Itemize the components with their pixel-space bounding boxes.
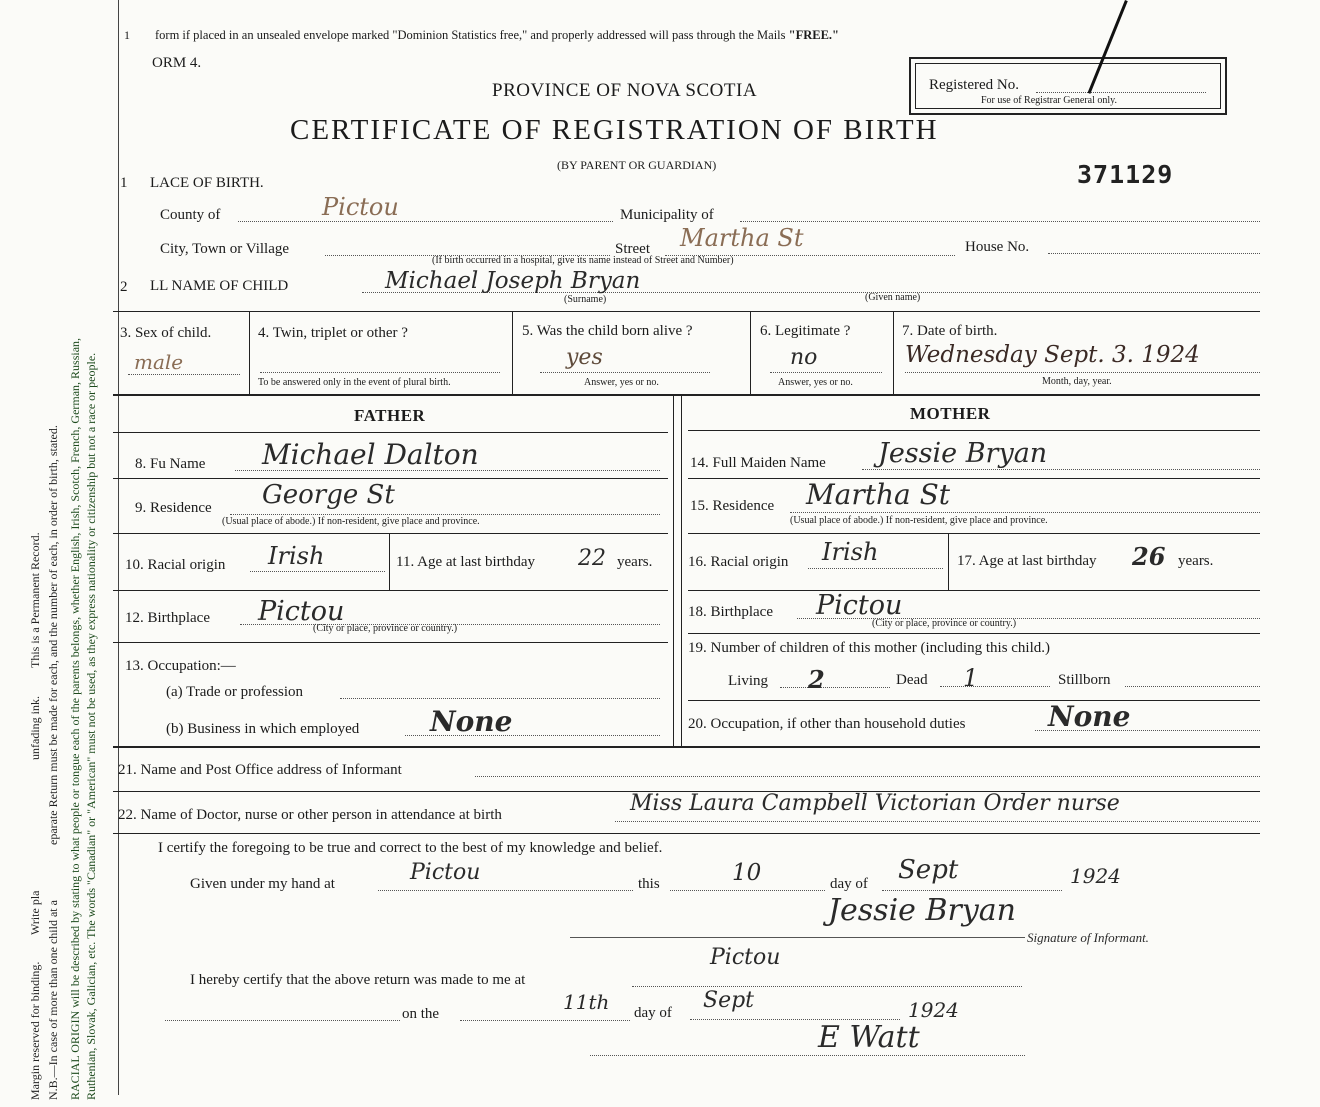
father-row-rule-4 bbox=[113, 642, 668, 643]
stillborn-label: Stillborn bbox=[1058, 672, 1111, 688]
attendant-label: 22. Name of Doctor, nurse or other person in attendance at birth bbox=[118, 807, 502, 823]
mother-residence-label: 15. Residence bbox=[690, 498, 775, 514]
mother-heading: MOTHER bbox=[910, 404, 991, 423]
child-name-value: Michael Joseph Bryan bbox=[385, 268, 641, 294]
mother-birthplace-note: (City or place, province or country.) bbox=[872, 618, 1017, 629]
father-racial-value: Irish bbox=[268, 542, 325, 570]
certify-statement: I certify the foregoing to be true and correct to the best of my knowledge and belief. bbox=[158, 840, 663, 856]
serial-number: 371129 bbox=[1077, 160, 1174, 189]
given-place-value: Pictou bbox=[410, 860, 481, 885]
legitimate-line bbox=[770, 372, 882, 373]
mother-racial-label: 16. Racial origin bbox=[688, 554, 789, 570]
living-label: Living bbox=[728, 673, 768, 689]
registrar-year-value: 1924 bbox=[908, 998, 959, 1022]
row3-divider-4 bbox=[893, 311, 894, 395]
mother-name-value: Jessie Bryan bbox=[878, 438, 1048, 469]
certificate-title: CERTIFICATE OF REGISTRATION OF BIRTH bbox=[290, 114, 939, 146]
registrar-statement: I hereby certify that the above return was made to me at bbox=[190, 972, 526, 988]
mother-occupation-label: 20. Occupation, if other than household duties bbox=[688, 716, 966, 732]
mother-age-value: 26 bbox=[1132, 542, 1166, 571]
this-label: this bbox=[638, 876, 660, 892]
registered-number-line bbox=[1036, 92, 1206, 93]
racial-origin-note-1: RACIAL ORIGIN will be described by stating to what people or tongue each of the parents belongs, whether English, Irish, Scotch, French, German, Russian, bbox=[68, 337, 82, 1100]
alive-note: Answer, yes or no. bbox=[584, 377, 659, 388]
twin-note: To be answered only in the event of plural birth. bbox=[258, 377, 451, 388]
mother-children-label: 19. Number of children of this mother (including this child.) bbox=[688, 640, 1051, 656]
write-note: Write pla bbox=[28, 890, 42, 935]
registrar-day-line bbox=[460, 1020, 630, 1021]
mail-note-text: form if placed in an unsealed envelope marked "Dominion Statistics free," and properly addressed will pass through the Mails bbox=[155, 28, 786, 42]
hospital-note: (If birth occurred in a hospital, give its name instead of Street and Number) bbox=[432, 255, 734, 266]
legitimate-value: no bbox=[790, 345, 818, 370]
dob-value: Wednesday Sept. 3. 1924 bbox=[905, 342, 1200, 368]
mother-name-line bbox=[862, 469, 1260, 470]
attendant-value: Miss Laura Campbell Victorian Order nurse bbox=[630, 791, 1120, 816]
father-business-label: (b) Business in which employed bbox=[166, 721, 360, 737]
ink-note: unfading ink. bbox=[28, 696, 42, 760]
mother-residence-note: (Usual place of abode.) If non-resident, give place and province. bbox=[790, 515, 1048, 526]
registrar-leading-line bbox=[165, 1020, 400, 1021]
father-row-rule-3 bbox=[113, 590, 668, 591]
living-line bbox=[780, 687, 890, 688]
sex-label: 3. Sex of child. bbox=[120, 325, 212, 341]
registrar-month-value: Sept bbox=[703, 988, 755, 1013]
municipality-line bbox=[740, 221, 1260, 222]
father-age-divider bbox=[389, 534, 390, 590]
twin-label: 4. Twin, triplet or other ? bbox=[258, 325, 408, 341]
row22-rule bbox=[113, 833, 1260, 834]
dob-label: 7. Date of birth. bbox=[902, 323, 998, 339]
street-label: Street bbox=[615, 241, 650, 257]
section-2-number: 2 bbox=[120, 279, 128, 295]
mother-age-divider bbox=[948, 534, 949, 590]
twin-line bbox=[260, 372, 500, 373]
mother-name-label: 14. Full Maiden Name bbox=[690, 455, 826, 471]
certificate-subtitle: (BY PARENT OR GUARDIAN) bbox=[557, 158, 717, 172]
father-row-rule-1 bbox=[113, 478, 668, 479]
father-age-value: 22 bbox=[578, 546, 606, 571]
mother-birthplace-value: Pictou bbox=[816, 590, 903, 621]
mother-residence-value: Martha St bbox=[806, 478, 951, 511]
county-label: County of bbox=[160, 207, 221, 223]
row3-top-rule bbox=[113, 311, 1260, 312]
father-heading-rule bbox=[113, 432, 668, 433]
row3-divider-3 bbox=[750, 311, 751, 395]
row3-bottom-rule bbox=[113, 394, 1260, 396]
father-years-label: years. bbox=[617, 554, 653, 570]
dob-note: Month, day, year. bbox=[1042, 376, 1112, 387]
mother-racial-value: Irish bbox=[822, 538, 879, 566]
father-racial-label: 10. Racial origin bbox=[125, 557, 226, 573]
sex-line bbox=[128, 374, 240, 375]
living-value: 2 bbox=[808, 665, 825, 694]
mother-row-rule-3 bbox=[688, 590, 1260, 591]
signature-label: Signature of Informant. bbox=[1027, 930, 1149, 945]
father-birthplace-label: 12. Birthplace bbox=[125, 610, 210, 626]
registrar-day-value: 11th bbox=[563, 990, 610, 1014]
father-name-value: Michael Dalton bbox=[262, 438, 479, 471]
attendant-line bbox=[615, 821, 1260, 822]
parents-bottom-rule bbox=[113, 746, 1260, 748]
informant-line bbox=[475, 776, 1260, 777]
father-residence-note: (Usual place of abode.) If non-resident, give place and province. bbox=[222, 516, 480, 527]
row3-divider-2 bbox=[512, 311, 513, 395]
county-line bbox=[238, 221, 613, 222]
signature-line bbox=[570, 937, 1025, 938]
mother-row-rule-5 bbox=[688, 700, 1260, 701]
alive-line bbox=[540, 372, 710, 373]
mother-residence-line bbox=[790, 512, 1260, 513]
father-business-value: None bbox=[430, 705, 513, 738]
top-number: 1 bbox=[124, 28, 130, 42]
dead-label: Dead bbox=[896, 672, 928, 688]
house-number-line bbox=[1048, 253, 1260, 254]
county-value: Pictou bbox=[322, 193, 399, 221]
mother-row-rule-2 bbox=[688, 533, 1260, 534]
registrar-place-value: Pictou bbox=[710, 945, 781, 970]
city-label: City, Town or Village bbox=[160, 241, 290, 257]
alive-value: yes bbox=[566, 345, 603, 370]
form-number: ORM 4. bbox=[152, 55, 202, 71]
child-name-label: LL NAME OF CHILD bbox=[150, 278, 289, 294]
day-of-label: day of bbox=[830, 876, 868, 892]
father-trade-label: (a) Trade or profession bbox=[166, 684, 304, 700]
father-heading: FATHER bbox=[354, 406, 426, 425]
sex-value: male bbox=[134, 350, 184, 374]
house-number-label: House No. bbox=[965, 239, 1030, 255]
mother-racial-line bbox=[808, 568, 943, 569]
given-place-line bbox=[378, 890, 633, 891]
mother-row-rule-1 bbox=[688, 478, 1260, 479]
day-line bbox=[670, 890, 825, 891]
day-value: 10 bbox=[732, 860, 762, 886]
registered-number-label: Registered No. bbox=[929, 77, 1019, 93]
given-name-note: (Given name) bbox=[865, 292, 921, 303]
given-label: Given under my hand at bbox=[190, 876, 335, 892]
nb-note-cont: eparate Return must be made for each, and the number of each, in order of birth, stated. bbox=[46, 425, 60, 845]
father-residence-value: George St bbox=[262, 480, 395, 510]
father-birthplace-note: (City or place, province or country.) bbox=[313, 623, 458, 634]
informant-label: 21. Name and Post Office address of Informant bbox=[118, 762, 402, 778]
father-residence-line bbox=[230, 514, 660, 515]
mother-years-label: years. bbox=[1178, 553, 1214, 569]
mother-row-rule-4 bbox=[688, 633, 1260, 634]
margin-note: Margin reserved for binding. bbox=[28, 961, 42, 1100]
parents-divider-2 bbox=[681, 395, 682, 747]
registrar-signature: E Watt bbox=[818, 1020, 920, 1055]
mother-age-label: 17. Age at last birthday bbox=[957, 553, 1097, 569]
surname-note: (Surname) bbox=[564, 294, 607, 305]
registrar-place-line bbox=[632, 986, 1022, 987]
father-name-label: 8. Fu Name bbox=[135, 456, 206, 472]
father-row-rule-2 bbox=[113, 533, 668, 534]
father-age-label: 11. Age at last birthday bbox=[396, 554, 535, 570]
nb-note: N.B.—In case of more than one child at a bbox=[46, 900, 60, 1100]
dob-line bbox=[905, 372, 1260, 373]
free-label: "FREE." bbox=[788, 28, 839, 42]
month-line bbox=[882, 890, 1062, 891]
informant-signature: Jessie Bryan bbox=[828, 893, 1016, 928]
row3-divider-1 bbox=[249, 311, 250, 395]
record-note: This is a Permanent Record. bbox=[28, 532, 42, 668]
father-racial-line bbox=[250, 571, 385, 572]
father-trade-line bbox=[340, 698, 660, 699]
registrar-signature-line bbox=[590, 1055, 1025, 1056]
margin-rule bbox=[118, 0, 119, 1095]
legitimate-label: 6. Legitimate ? bbox=[760, 323, 851, 339]
binding-margin bbox=[0, 0, 140, 1107]
year-value: 1924 bbox=[1070, 864, 1121, 888]
father-birthplace-value: Pictou bbox=[258, 596, 345, 627]
province-heading: PROVINCE OF NOVA SCOTIA bbox=[492, 80, 758, 101]
registrar-note: For use of Registrar General only. bbox=[981, 95, 1117, 106]
registered-number-box bbox=[909, 57, 1227, 115]
father-occupation-label: 13. Occupation:— bbox=[125, 658, 236, 674]
alive-label: 5. Was the child born alive ? bbox=[522, 323, 693, 339]
registrar-day-of-label: day of bbox=[634, 1005, 672, 1021]
legitimate-note: Answer, yes or no. bbox=[778, 377, 853, 388]
month-value: Sept bbox=[898, 855, 959, 885]
father-residence-label: 9. Residence bbox=[135, 500, 212, 516]
mother-birthplace-label: 18. Birthplace bbox=[688, 604, 773, 620]
place-of-birth-label: LACE OF BIRTH. bbox=[150, 175, 264, 191]
dead-value: 1 bbox=[963, 664, 979, 692]
dead-line bbox=[940, 686, 1050, 687]
mail-note bbox=[155, 28, 839, 43]
on-the-label: on the bbox=[402, 1006, 440, 1022]
stillborn-line bbox=[1125, 686, 1260, 687]
mother-occupation-value: None bbox=[1048, 700, 1131, 733]
racial-origin-note-2: Ruthenian, Slovak, Galician, etc. The words "Canadian" or "American" must not be used, as they express nationality or citizenship but not a race or people. bbox=[84, 352, 98, 1100]
section-1-number: 1 bbox=[120, 175, 128, 191]
mother-heading-rule bbox=[688, 430, 1260, 431]
parents-divider bbox=[673, 395, 674, 747]
municipality-label: Municipality of bbox=[620, 207, 714, 223]
street-value: Martha St bbox=[680, 224, 804, 252]
